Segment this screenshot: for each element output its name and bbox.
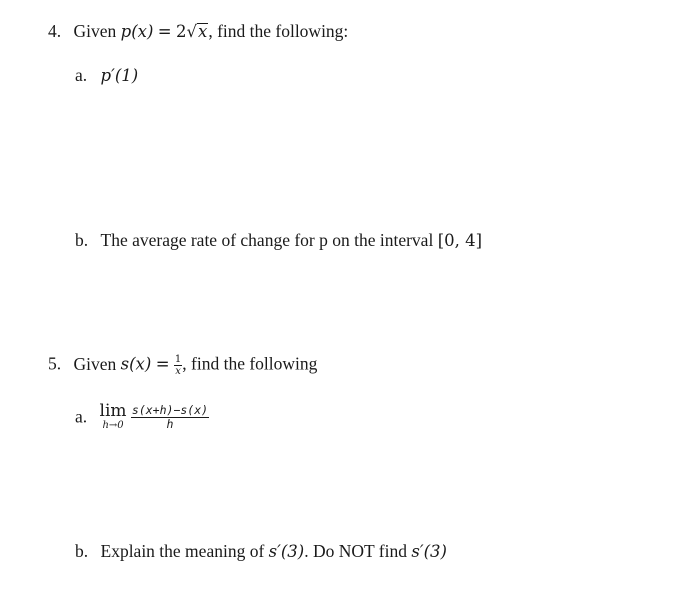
question-5-prefix: Given [73, 353, 117, 374]
difference-quotient-denominator: h [166, 416, 174, 431]
question-4b [75, 232, 482, 250]
question-5-function: s(x) [120, 354, 152, 374]
question-5b-label: b. [75, 541, 89, 561]
question-4-coefficient: 2 [175, 22, 187, 41]
question-5a-label: a. [75, 406, 88, 427]
question-5 [48, 354, 317, 384]
question-5b [75, 543, 447, 561]
limit-subscript: h→0 [102, 420, 124, 431]
question-5-equals: = [155, 354, 170, 374]
question-4b-text: The average rate of change for p on the interval [100, 230, 434, 250]
question-4a-label: a. [75, 65, 88, 85]
question-5b-text-1: Explain the meaning of [100, 541, 265, 561]
question-5-suffix: , find the following [182, 353, 318, 374]
question-5-fraction-numerator: 1 [174, 354, 182, 365]
limit-notation [100, 403, 127, 431]
difference-quotient [131, 404, 209, 430]
question-5b-expression-1: s′(3) [268, 542, 305, 561]
question-5a [75, 403, 209, 431]
question-5b-text-2: . Do NOT find [304, 541, 407, 561]
question-4b-interval: [0, 4] [437, 231, 483, 250]
question-4-prefix: Given [73, 21, 117, 41]
question-4b-label: b. [75, 230, 89, 250]
question-5-number: 5. [48, 353, 62, 374]
question-4a [75, 67, 138, 85]
question-4a-expression: p′(1) [100, 66, 139, 85]
question-4 [48, 23, 348, 41]
difference-quotient-numerator: s(x+h)−s(x) [131, 402, 209, 417]
question-5-fraction-denominator: x [175, 366, 181, 377]
question-5b-expression-2: s′(3) [411, 542, 447, 561]
square-root-icon: √ [186, 22, 197, 41]
question-4-equals: = [157, 22, 172, 41]
limit-word: lim [99, 401, 127, 421]
question-5-fraction [174, 354, 182, 377]
question-4-radicand: x [198, 22, 208, 41]
question-4-function: p(x) [120, 22, 154, 41]
question-4-number: 4. [48, 21, 62, 41]
question-4-suffix: , find the following: [208, 21, 349, 41]
